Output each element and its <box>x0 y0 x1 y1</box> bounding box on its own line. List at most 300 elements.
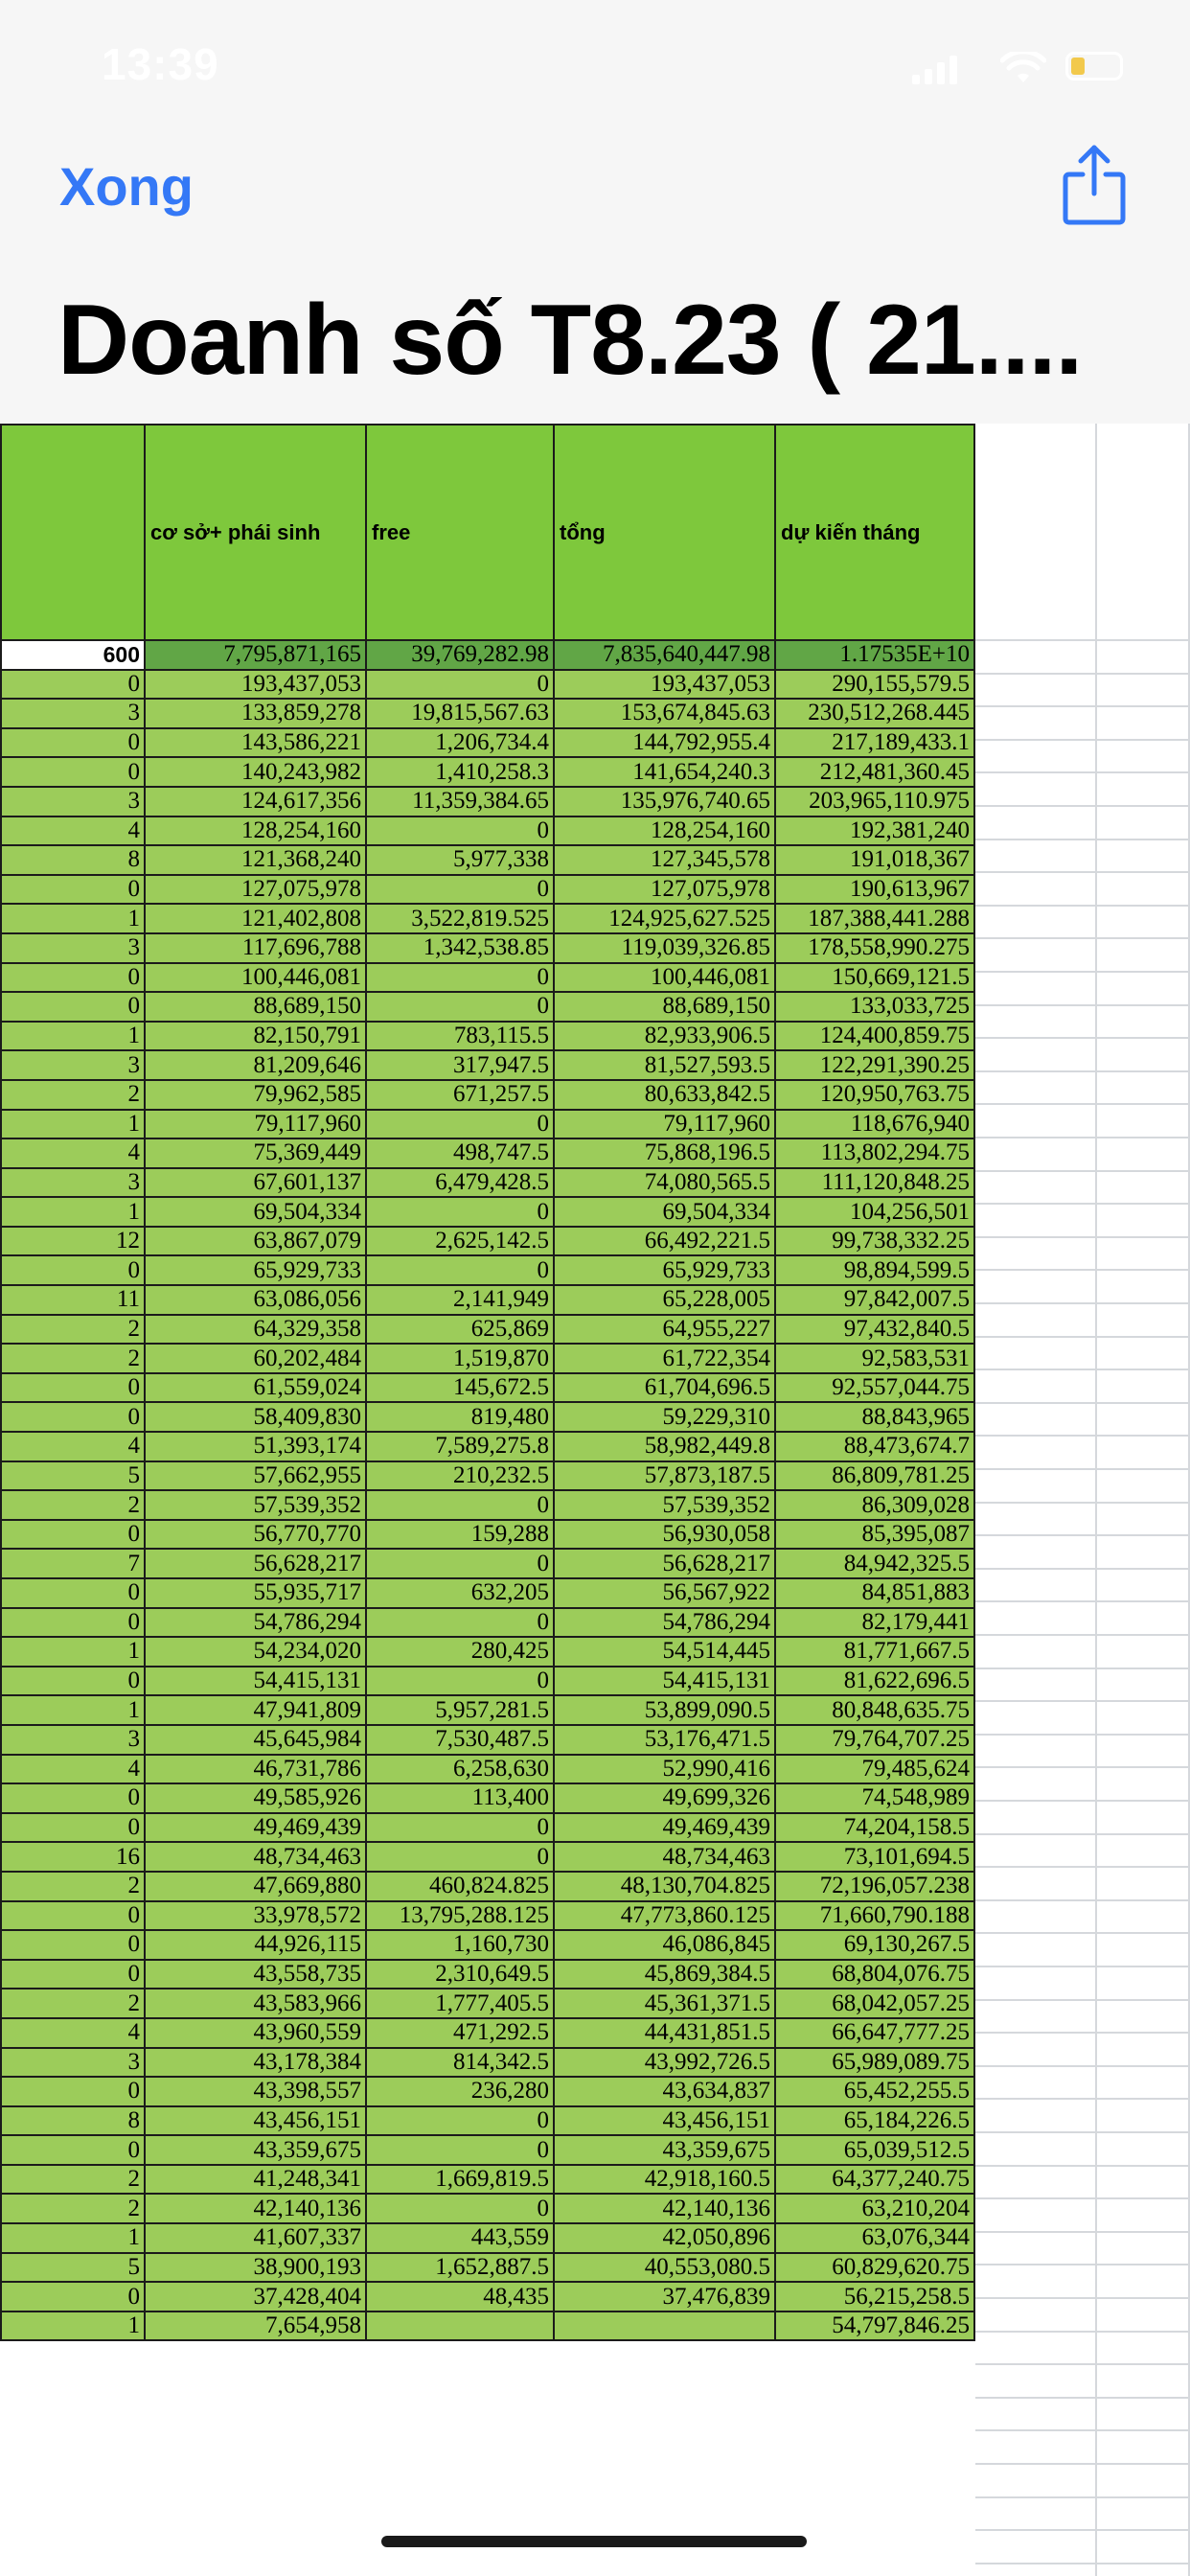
table-cell[interactable]: 57,873,187.5 <box>554 1461 775 1491</box>
table-cell[interactable]: 12 <box>1 1227 145 1256</box>
table-cell[interactable]: 65,228,005 <box>554 1285 775 1315</box>
table-cell[interactable]: 0 <box>1 1255 145 1285</box>
table-cell[interactable]: 104,256,501 <box>775 1197 974 1227</box>
table-cell[interactable]: 85,395,087 <box>775 1520 974 1550</box>
table-cell[interactable]: 121,368,240 <box>145 845 366 875</box>
table-cell[interactable]: 8 <box>1 845 145 875</box>
table-cell[interactable]: 92,557,044.75 <box>775 1373 974 1403</box>
table-cell[interactable]: 133,859,278 <box>145 699 366 728</box>
table-cell[interactable]: 819,480 <box>366 1402 554 1432</box>
table-cell[interactable]: 65,452,255.5 <box>775 2077 974 2106</box>
table-cell[interactable]: 0 <box>1 1901 145 1931</box>
table-cell[interactable]: 46,731,786 <box>145 1755 366 1784</box>
table-cell[interactable]: 49,469,439 <box>145 1813 366 1843</box>
table-cell[interactable]: 119,039,326.85 <box>554 933 775 963</box>
table-cell[interactable]: 45,869,384.5 <box>554 1960 775 1990</box>
table-cell[interactable]: 128,254,160 <box>145 816 366 846</box>
table-cell[interactable]: 79,117,960 <box>145 1110 366 1139</box>
table-cell[interactable]: 203,965,110.975 <box>775 787 974 816</box>
table-cell[interactable]: 671,257.5 <box>366 1080 554 1110</box>
table-cell[interactable]: 5 <box>1 2253 145 2283</box>
table-cell[interactable]: 88,843,965 <box>775 1402 974 1432</box>
table-cell[interactable]: 0 <box>366 1255 554 1285</box>
table-cell[interactable]: 11 <box>1 1285 145 1315</box>
table-cell[interactable]: 48,734,463 <box>145 1842 366 1872</box>
table-cell[interactable]: 1 <box>1 904 145 933</box>
table-cell[interactable]: 51,393,174 <box>145 1432 366 1461</box>
table-cell[interactable]: 42,140,136 <box>554 2194 775 2223</box>
table-cell[interactable]: 6,479,428.5 <box>366 1168 554 1198</box>
table-cell[interactable]: 69,504,334 <box>554 1197 775 1227</box>
table-cell[interactable]: 43,992,726.5 <box>554 2048 775 2078</box>
table-cell[interactable] <box>366 2312 554 2341</box>
table-cell[interactable]: 1 <box>1 1022 145 1051</box>
table-cell[interactable]: 187,388,441.288 <box>775 904 974 933</box>
table-cell[interactable]: 65,989,089.75 <box>775 2048 974 2078</box>
header-cell-total[interactable]: tổng <box>554 425 775 640</box>
table-cell[interactable]: 2 <box>1 1080 145 1110</box>
table-cell[interactable]: 145,672.5 <box>366 1373 554 1403</box>
table-cell[interactable]: 88,689,150 <box>145 992 366 1022</box>
header-cell-base[interactable]: cơ sở+ phái sinh <box>145 425 366 640</box>
table-cell[interactable]: 2 <box>1 1315 145 1345</box>
table-cell[interactable]: 1,206,734.4 <box>366 728 554 758</box>
table-cell[interactable]: 290,155,579.5 <box>775 670 974 700</box>
table-cell[interactable]: 1,160,730 <box>366 1930 554 1960</box>
table-cell[interactable]: 81,622,696.5 <box>775 1667 974 1696</box>
table-cell[interactable]: 471,292.5 <box>366 2018 554 2048</box>
table-cell[interactable]: 56,567,922 <box>554 1578 775 1608</box>
table-cell[interactable]: 2 <box>1 2194 145 2223</box>
table-cell[interactable]: 37,476,839 <box>554 2282 775 2312</box>
table-cell[interactable]: 47,773,860.125 <box>554 1901 775 1931</box>
table-cell[interactable]: 625,869 <box>366 1315 554 1345</box>
table-cell[interactable]: 7,654,958 <box>145 2312 366 2341</box>
table-cell[interactable]: 72,196,057.238 <box>775 1872 974 1901</box>
table-cell[interactable]: 81,771,667.5 <box>775 1637 974 1667</box>
table-cell[interactable] <box>554 2312 775 2341</box>
table-cell[interactable]: 42,140,136 <box>145 2194 366 2223</box>
table-cell[interactable]: 48,734,463 <box>554 1842 775 1872</box>
table-cell[interactable]: 0 <box>366 1667 554 1696</box>
table-cell[interactable]: 69,504,334 <box>145 1197 366 1227</box>
table-cell[interactable]: 86,809,781.25 <box>775 1461 974 1491</box>
table-cell[interactable]: 3 <box>1 1725 145 1755</box>
table-cell[interactable]: 47,669,880 <box>145 1872 366 1901</box>
table-cell[interactable]: 1 <box>1 1110 145 1139</box>
table-cell[interactable]: 124,925,627.525 <box>554 904 775 933</box>
table-cell[interactable]: 143,586,221 <box>145 728 366 758</box>
table-cell[interactable]: 193,437,053 <box>554 670 775 700</box>
table-cell[interactable]: 56,628,217 <box>145 1549 366 1578</box>
table-cell[interactable]: 2 <box>1 1989 145 2018</box>
table-cell[interactable]: 317,947.5 <box>366 1050 554 1080</box>
table-cell[interactable]: 0 <box>366 670 554 700</box>
table-cell[interactable]: 141,654,240.3 <box>554 757 775 787</box>
table-cell[interactable]: 44,431,851.5 <box>554 2018 775 2048</box>
table-cell[interactable]: 190,613,967 <box>775 875 974 905</box>
table-cell[interactable]: 74,548,989 <box>775 1783 974 1813</box>
table-cell[interactable]: 0 <box>1 670 145 700</box>
table-cell[interactable]: 443,559 <box>366 2223 554 2253</box>
table-cell[interactable]: 54,415,131 <box>145 1667 366 1696</box>
table-cell[interactable]: 0 <box>1 1402 145 1432</box>
table-cell[interactable]: 5,957,281.5 <box>366 1695 554 1725</box>
table-cell[interactable]: 0 <box>366 1608 554 1638</box>
table-cell[interactable]: 46,086,845 <box>554 1930 775 1960</box>
table-cell[interactable]: 7,530,487.5 <box>366 1725 554 1755</box>
table-cell[interactable]: 0 <box>1 875 145 905</box>
table-cell[interactable]: 193,437,053 <box>145 670 366 700</box>
table-cell[interactable]: 80,633,842.5 <box>554 1080 775 1110</box>
table-cell[interactable]: 0 <box>1 1520 145 1550</box>
table-cell[interactable]: 54,786,294 <box>145 1608 366 1638</box>
table-cell[interactable]: 0 <box>366 816 554 846</box>
table-cell[interactable]: 74,204,158.5 <box>775 1813 974 1843</box>
table-cell[interactable]: 45,361,371.5 <box>554 1989 775 2018</box>
table-cell[interactable]: 54,797,846.25 <box>775 2312 974 2341</box>
table-cell[interactable]: 0 <box>366 1197 554 1227</box>
table-cell[interactable]: 43,634,837 <box>554 2077 775 2106</box>
table-cell[interactable]: 49,699,326 <box>554 1783 775 1813</box>
table-cell[interactable]: 11,359,384.65 <box>366 787 554 816</box>
table-cell[interactable]: 0 <box>366 875 554 905</box>
table-cell[interactable]: 48,435 <box>366 2282 554 2312</box>
table-cell[interactable]: 66,647,777.25 <box>775 2018 974 2048</box>
table-cell[interactable]: 42,918,160.5 <box>554 2165 775 2195</box>
table-cell[interactable]: 82,179,441 <box>775 1608 974 1638</box>
table-cell[interactable]: 124,617,356 <box>145 787 366 816</box>
table-cell[interactable]: 43,398,557 <box>145 2077 366 2106</box>
table-cell[interactable]: 65,184,226.5 <box>775 2106 974 2136</box>
table-cell[interactable]: 68,804,076.75 <box>775 1960 974 1990</box>
table-cell[interactable]: 64,329,358 <box>145 1315 366 1345</box>
table-cell[interactable]: 75,868,196.5 <box>554 1138 775 1168</box>
table-cell[interactable]: 2 <box>1 1344 145 1373</box>
table-cell[interactable]: 60,829,620.75 <box>775 2253 974 2283</box>
table-cell[interactable]: 4 <box>1 1755 145 1784</box>
table-cell[interactable]: 66,492,221.5 <box>554 1227 775 1256</box>
table-cell[interactable]: 54,415,131 <box>554 1667 775 1696</box>
table-cell[interactable]: 97,842,007.5 <box>775 1285 974 1315</box>
table-cell[interactable]: 63,076,344 <box>775 2223 974 2253</box>
table-cell[interactable]: 65,929,733 <box>145 1255 366 1285</box>
table-cell[interactable]: 44,926,115 <box>145 1930 366 1960</box>
table-cell[interactable]: 54,786,294 <box>554 1608 775 1638</box>
table-cell[interactable]: 191,018,367 <box>775 845 974 875</box>
table-cell[interactable]: 127,075,978 <box>554 875 775 905</box>
table-cell[interactable]: 7,589,275.8 <box>366 1432 554 1461</box>
table-cell[interactable]: 0 <box>1 1813 145 1843</box>
status-time: 13:39 <box>102 39 219 89</box>
table-cell[interactable]: 41,248,341 <box>145 2165 366 2195</box>
table-cell[interactable]: 178,558,990.275 <box>775 933 974 963</box>
table-cell[interactable]: 212,481,360.45 <box>775 757 974 787</box>
table-cell[interactable]: 55,935,717 <box>145 1578 366 1608</box>
table-cell[interactable]: 53,176,471.5 <box>554 1725 775 1755</box>
table-cell[interactable]: 56,930,058 <box>554 1520 775 1550</box>
table-cell[interactable]: 0 <box>366 1490 554 1520</box>
table-cell[interactable]: 121,402,808 <box>145 904 366 933</box>
table-cell[interactable]: 79,764,707.25 <box>775 1725 974 1755</box>
table-cell[interactable]: 814,342.5 <box>366 2048 554 2078</box>
table-cell[interactable]: 79,962,585 <box>145 1080 366 1110</box>
table-cell[interactable]: 86,309,028 <box>775 1490 974 1520</box>
table-cell[interactable]: 65,929,733 <box>554 1255 775 1285</box>
table-cell[interactable]: 120,950,763.75 <box>775 1080 974 1110</box>
table-cell[interactable]: 5,977,338 <box>366 845 554 875</box>
table-cell[interactable]: 64,955,227 <box>554 1315 775 1345</box>
table-cell[interactable]: 52,990,416 <box>554 1755 775 1784</box>
table-cell[interactable]: 3 <box>1 787 145 816</box>
done-button[interactable]: Xong <box>59 156 194 217</box>
table-cell[interactable]: 0 <box>366 1842 554 1872</box>
table-cell[interactable]: 210,232.5 <box>366 1461 554 1491</box>
table-cell[interactable]: 82,150,791 <box>145 1022 366 1051</box>
table-cell[interactable]: 74,080,565.5 <box>554 1168 775 1198</box>
table-cell[interactable]: 153,674,845.63 <box>554 699 775 728</box>
table-cell[interactable]: 73,101,694.5 <box>775 1842 974 1872</box>
table-cell[interactable]: 118,676,940 <box>775 1110 974 1139</box>
table-cell[interactable]: 1 <box>1 2312 145 2341</box>
table-cell[interactable]: 19,815,567.63 <box>366 699 554 728</box>
table-cell[interactable]: 79,485,624 <box>775 1755 974 1784</box>
table-cell[interactable]: 80,848,635.75 <box>775 1695 974 1725</box>
table-cell[interactable]: 113,802,294.75 <box>775 1138 974 1168</box>
table-cell[interactable]: 460,824.825 <box>366 1872 554 1901</box>
header-cell-free[interactable]: free <box>366 425 554 640</box>
table-cell[interactable]: 88,689,150 <box>554 992 775 1022</box>
table-cell[interactable]: 1 <box>1 2223 145 2253</box>
table-cell[interactable]: 140,243,982 <box>145 757 366 787</box>
table-cell[interactable]: 1.17535E+10 <box>775 640 974 670</box>
table-cell[interactable]: 81,209,646 <box>145 1050 366 1080</box>
home-indicator[interactable] <box>381 2536 807 2547</box>
table-cell[interactable]: 217,189,433.1 <box>775 728 974 758</box>
table-cell[interactable]: 100,446,081 <box>145 963 366 993</box>
table-cell[interactable]: 0 <box>1 1608 145 1638</box>
table-cell[interactable]: 1,777,405.5 <box>366 1989 554 2018</box>
table-cell[interactable]: 0 <box>366 1549 554 1578</box>
table-cell[interactable]: 54,514,445 <box>554 1637 775 1667</box>
table-cell[interactable]: 2 <box>1 2165 145 2195</box>
table-cell[interactable]: 81,527,593.5 <box>554 1050 775 1080</box>
table-cell[interactable]: 0 <box>1 2135 145 2165</box>
table-cell[interactable]: 57,539,352 <box>554 1490 775 1520</box>
table-cell[interactable]: 111,120,848.25 <box>775 1168 974 1198</box>
table-cell[interactable]: 0 <box>1 992 145 1022</box>
table-cell[interactable]: 61,722,354 <box>554 1344 775 1373</box>
table-cell[interactable]: 0 <box>1 963 145 993</box>
table-cell[interactable]: 3 <box>1 1168 145 1198</box>
table-cell[interactable]: 0 <box>1 1930 145 1960</box>
table-cell[interactable]: 1,342,538.85 <box>366 933 554 963</box>
table-cell[interactable]: 3 <box>1 699 145 728</box>
table-cell[interactable]: 98,894,599.5 <box>775 1255 974 1285</box>
table-cell[interactable]: 230,512,268.445 <box>775 699 974 728</box>
table-cell[interactable]: 84,942,325.5 <box>775 1549 974 1578</box>
table-cell[interactable]: 68,042,057.25 <box>775 1989 974 2018</box>
table-cell[interactable]: 0 <box>366 2135 554 2165</box>
table-cell[interactable]: 783,115.5 <box>366 1022 554 1051</box>
table-cell[interactable]: 88,473,674.7 <box>775 1432 974 1461</box>
table-cell[interactable]: 2 <box>1 1490 145 1520</box>
table-cell[interactable]: 600 <box>1 640 145 670</box>
table-cell[interactable]: 37,428,404 <box>145 2282 366 2312</box>
table-cell[interactable]: 57,539,352 <box>145 1490 366 1520</box>
table-cell[interactable]: 97,432,840.5 <box>775 1315 974 1345</box>
table-cell[interactable]: 49,469,439 <box>554 1813 775 1843</box>
table-cell[interactable]: 65,039,512.5 <box>775 2135 974 2165</box>
header-cell-index[interactable] <box>1 425 145 640</box>
table-cell[interactable]: 124,400,859.75 <box>775 1022 974 1051</box>
table-cell[interactable]: 67,601,137 <box>145 1168 366 1198</box>
table-cell[interactable]: 5 <box>1 1461 145 1491</box>
table-cell[interactable]: 43,359,675 <box>145 2135 366 2165</box>
table-cell[interactable]: 48,130,704.825 <box>554 1872 775 1901</box>
table-cell[interactable]: 59,229,310 <box>554 1402 775 1432</box>
table-cell[interactable]: 58,409,830 <box>145 1402 366 1432</box>
table-cell[interactable]: 71,660,790.188 <box>775 1901 974 1931</box>
table-cell[interactable]: 64,377,240.75 <box>775 2165 974 2195</box>
table-cell[interactable]: 632,205 <box>366 1578 554 1608</box>
table-cell[interactable]: 56,770,770 <box>145 1520 366 1550</box>
table-cell[interactable]: 49,585,926 <box>145 1783 366 1813</box>
table-cell[interactable]: 1 <box>1 1637 145 1667</box>
table-cell[interactable]: 58,982,449.8 <box>554 1432 775 1461</box>
table-cell[interactable]: 2,141,949 <box>366 1285 554 1315</box>
table-cell[interactable]: 4 <box>1 816 145 846</box>
table-cell[interactable]: 133,033,725 <box>775 992 974 1022</box>
table-cell[interactable]: 1 <box>1 1695 145 1725</box>
table-cell[interactable]: 7,795,871,165 <box>145 640 366 670</box>
table-cell[interactable]: 6,258,630 <box>366 1755 554 1784</box>
table-cell[interactable]: 0 <box>366 2194 554 2223</box>
table-cell[interactable]: 92,583,531 <box>775 1344 974 1373</box>
table-cell[interactable]: 128,254,160 <box>554 816 775 846</box>
table-cell[interactable]: 0 <box>1 1667 145 1696</box>
table-cell[interactable]: 0 <box>1 2077 145 2106</box>
table-cell[interactable]: 0 <box>1 757 145 787</box>
table-cell[interactable]: 4 <box>1 1138 145 1168</box>
table-cell[interactable]: 42,050,896 <box>554 2223 775 2253</box>
table-cell[interactable]: 1,519,870 <box>366 1344 554 1373</box>
table-cell[interactable]: 122,291,390.25 <box>775 1050 974 1080</box>
table-cell[interactable]: 159,288 <box>366 1520 554 1550</box>
table-cell[interactable]: 13,795,288.125 <box>366 1901 554 1931</box>
table-cell[interactable]: 2,625,142.5 <box>366 1227 554 1256</box>
table-cell[interactable]: 236,280 <box>366 2077 554 2106</box>
table-cell[interactable]: 3 <box>1 2048 145 2078</box>
table-cell[interactable]: 0 <box>366 992 554 1022</box>
table-cell[interactable]: 0 <box>366 1110 554 1139</box>
table-cell[interactable]: 84,851,883 <box>775 1578 974 1608</box>
table-cell[interactable]: 43,960,559 <box>145 2018 366 2048</box>
table-cell[interactable]: 63,210,204 <box>775 2194 974 2223</box>
table-cell[interactable]: 8 <box>1 2106 145 2136</box>
table-cell[interactable]: 43,456,151 <box>145 2106 366 2136</box>
table-cell[interactable]: 3 <box>1 1050 145 1080</box>
table-cell[interactable]: 56,628,217 <box>554 1549 775 1578</box>
table-cell[interactable]: 4 <box>1 1432 145 1461</box>
table-cell[interactable]: 0 <box>1 1783 145 1813</box>
table-cell[interactable]: 100,446,081 <box>554 963 775 993</box>
table-cell[interactable]: 61,704,696.5 <box>554 1373 775 1403</box>
table-cell[interactable]: 1,652,887.5 <box>366 2253 554 2283</box>
table-cell[interactable]: 53,899,090.5 <box>554 1695 775 1725</box>
table-cell[interactable]: 60,202,484 <box>145 1344 366 1373</box>
table-cell[interactable]: 41,607,337 <box>145 2223 366 2253</box>
table-cell[interactable]: 1,669,819.5 <box>366 2165 554 2195</box>
table-cell[interactable]: 47,941,809 <box>145 1695 366 1725</box>
table-cell[interactable]: 0 <box>366 963 554 993</box>
table-cell[interactable]: 0 <box>1 1578 145 1608</box>
table-cell[interactable]: 135,976,740.65 <box>554 787 775 816</box>
table-cell[interactable]: 56,215,258.5 <box>775 2282 974 2312</box>
table-cell[interactable]: 127,075,978 <box>145 875 366 905</box>
table-cell[interactable]: 40,553,080.5 <box>554 2253 775 2283</box>
table-cell[interactable]: 280,425 <box>366 1637 554 1667</box>
table-cell[interactable]: 127,345,578 <box>554 845 775 875</box>
table-cell[interactable]: 0 <box>1 728 145 758</box>
table-cell[interactable]: 43,456,151 <box>554 2106 775 2136</box>
table-cell[interactable]: 1 <box>1 1197 145 1227</box>
table-cell[interactable]: 4 <box>1 2018 145 2048</box>
table-cell[interactable]: 79,117,960 <box>554 1110 775 1139</box>
table-cell[interactable]: 113,400 <box>366 1783 554 1813</box>
table-cell[interactable]: 33,978,572 <box>145 1901 366 1931</box>
table-cell[interactable]: 63,086,056 <box>145 1285 366 1315</box>
table-cell[interactable]: 2 <box>1 1872 145 1901</box>
table-cell[interactable]: 57,662,955 <box>145 1461 366 1491</box>
table-cell[interactable]: 0 <box>366 2106 554 2136</box>
table-cell[interactable]: 192,381,240 <box>775 816 974 846</box>
table-cell[interactable]: 7,835,640,447.98 <box>554 640 775 670</box>
table-cell[interactable]: 1,410,258.3 <box>366 757 554 787</box>
table-cell[interactable]: 3,522,819.525 <box>366 904 554 933</box>
table-cell[interactable]: 0 <box>1 1960 145 1990</box>
table-cell[interactable]: 75,369,449 <box>145 1138 366 1168</box>
table-cell[interactable]: 150,669,121.5 <box>775 963 974 993</box>
table-cell[interactable]: 144,792,955.4 <box>554 728 775 758</box>
table-cell[interactable]: 69,130,267.5 <box>775 1930 974 1960</box>
table-cell[interactable]: 498,747.5 <box>366 1138 554 1168</box>
table-cell[interactable]: 117,696,788 <box>145 933 366 963</box>
table-cell[interactable]: 7 <box>1 1549 145 1578</box>
table-cell[interactable]: 43,359,675 <box>554 2135 775 2165</box>
table-cell[interactable]: 82,933,906.5 <box>554 1022 775 1051</box>
table-cell[interactable]: 43,558,735 <box>145 1960 366 1990</box>
table-cell[interactable]: 2,310,649.5 <box>366 1960 554 1990</box>
table-cell[interactable]: 0 <box>1 1373 145 1403</box>
spreadsheet-view[interactable] <box>0 424 1190 2576</box>
table-cell[interactable]: 16 <box>1 1842 145 1872</box>
table-cell[interactable]: 99,738,332.25 <box>775 1227 974 1256</box>
table-cell[interactable]: 3 <box>1 933 145 963</box>
table-cell[interactable]: 0 <box>366 1813 554 1843</box>
table-cell[interactable]: 43,583,966 <box>145 1989 366 2018</box>
table-cell[interactable]: 43,178,384 <box>145 2048 366 2078</box>
share-icon[interactable] <box>1060 142 1129 226</box>
table-cell[interactable]: 54,234,020 <box>145 1637 366 1667</box>
table-cell[interactable]: 38,900,193 <box>145 2253 366 2283</box>
table-cell[interactable]: 39,769,282.98 <box>366 640 554 670</box>
table-cell[interactable]: 45,645,984 <box>145 1725 366 1755</box>
table-cell[interactable]: 0 <box>1 2282 145 2312</box>
table-cell[interactable]: 61,559,024 <box>145 1373 366 1403</box>
table-cell[interactable]: 63,867,079 <box>145 1227 366 1256</box>
header-cell-forecast[interactable]: dự kiến tháng <box>775 425 974 640</box>
